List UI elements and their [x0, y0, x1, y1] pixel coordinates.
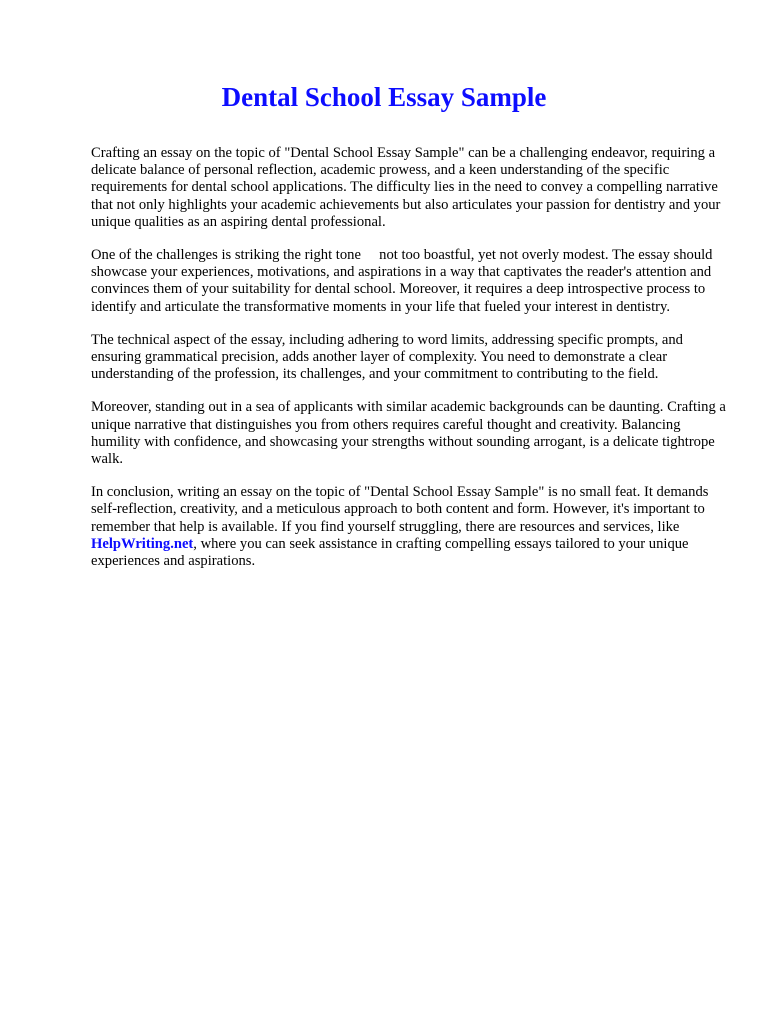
paragraph-intro: Crafting an essay on the topic of "Dental School Essay Sample" can be a challenging endeavor, requiring a delicate balance of personal reflection, academic prowess, and a keen understanding of the specific requirements for dental school applications. The difficulty lies in the need to convey a compelling narrative that not only highlights your academic achievements but also articulates your passion for dentistry and your unique qualities as an aspiring dental professional. [91, 145, 721, 230]
paragraph-standing-out: Moreover, standing out in a sea of applicants with similar academic backgrounds can be daunting. Crafting a unique narrative that distinguishes you from others requires careful thought and creativity. Balancing humility with confidence, and showcasing your strengths without sounding arrogant, is a delicate tightrope walk. [91, 399, 726, 468]
paragraph-technical: The technical aspect of the essay, including adhering to word limits, addressing specific prompts, and ensuring grammatical precision, adds another layer of complexity. You need to demonstrate a clear understanding of the profession, its challenges, and your commitment to contributing to the field. [91, 331, 683, 383]
document-body [91, 145, 731, 586]
helpwriting-link[interactable]: HelpWriting.net [91, 535, 194, 552]
document-title: Dental School Essay Sample [221, 82, 547, 112]
conclusion-text-before-link: In conclusion, writing an essay on the topic of "Dental School Essay Sample" is no small feat. It demands self-reflection, creativity, and a meticulous approach to both content and form. However, it's important to remember that help is available. If you find yourself struggling, there are resources and services, like [91, 484, 709, 535]
paragraph-conclusion [91, 484, 731, 570]
conclusion-text-after-link: , where you can seek assistance in crafting compelling essays tailored to your unique experiences and aspirations. [91, 535, 689, 570]
paragraph-tone: One of the challenges is striking the right tone not too boastful, yet not overly modest. The essay should showcase your experiences, motivations, and aspirations in a way that captivates the reader's attention and convinces them of your suitability for dental school. Moreover, it requires a deep introspective process to identify and articulate the transformative moments in your life that fueled your interest in dentistry. [91, 247, 713, 315]
